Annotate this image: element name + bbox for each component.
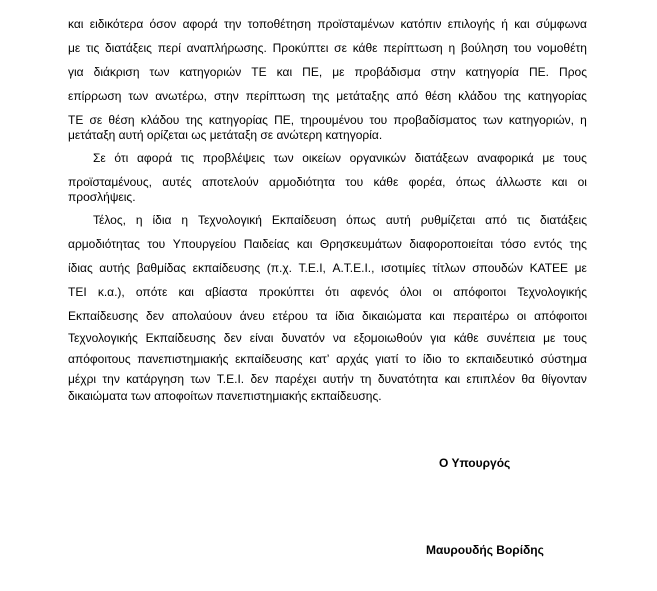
paragraph-line [68, 113, 587, 127]
word: Εκπαίδευσης [68, 309, 139, 323]
word: από [485, 213, 507, 227]
word: ανωτέρω, [155, 89, 207, 103]
word: διατάξεις [540, 213, 587, 227]
word: οι [516, 309, 527, 323]
word: συνέπεια [486, 331, 536, 345]
word: Σε [93, 151, 106, 165]
word: κατηγορία [465, 65, 519, 79]
word: διατάξεων [414, 151, 469, 165]
word: δεν [223, 331, 242, 345]
word: οι [577, 175, 587, 189]
word: Τ.Ε.Ι, [298, 261, 326, 275]
word: με [574, 261, 587, 275]
word: Υπουργείου [172, 237, 237, 251]
word: ΤΕΙ [68, 285, 87, 299]
word: θα [521, 372, 535, 386]
word: την [102, 372, 120, 386]
word: ίδια [152, 213, 172, 227]
word: κατηγορίας [208, 113, 268, 127]
word: Προκύπτει [272, 41, 329, 55]
word: αφενός [350, 285, 389, 299]
paragraph-line: μετάταξη αυτή ορίζεται ως μετάταξη σε ανώτερη κατηγορία. [68, 128, 383, 142]
paragraph-line: προσλήψεις. [68, 190, 136, 204]
paragraph-line [68, 237, 587, 251]
word: ΠΕ, [302, 65, 323, 79]
word: περί [157, 41, 181, 55]
word: Α.Τ.Ε.Ι., [332, 261, 375, 275]
word: Τεχνολογική [198, 213, 262, 227]
word: με [543, 331, 556, 345]
word: δικαιώματα [362, 309, 422, 323]
word: η [181, 213, 189, 227]
word: κατάργηση [126, 372, 185, 386]
word: ίδιο [422, 352, 442, 366]
word: κατηγοριών, [508, 113, 574, 127]
word: για [430, 331, 446, 345]
word: (π.χ. [266, 261, 292, 275]
word: αφορά [182, 17, 218, 31]
word: για [68, 65, 84, 79]
word: τις [86, 41, 100, 55]
word: του [147, 237, 166, 251]
paragraph-line [68, 261, 587, 275]
word: η [580, 113, 587, 127]
word: Εκπαίδευση [271, 213, 337, 227]
word: σύμφωνα [535, 17, 587, 31]
word: κλάδου [140, 113, 180, 127]
word: ή [501, 17, 508, 31]
word: της [312, 89, 330, 103]
word: μετάταξης [336, 89, 390, 103]
word: του [369, 113, 388, 127]
word: περίπτωση [245, 89, 306, 103]
word: παρέχει [274, 372, 317, 386]
word: και [178, 285, 194, 299]
word: με [542, 151, 555, 165]
word: η [448, 41, 456, 55]
word: και [514, 17, 530, 31]
word: του [513, 41, 532, 55]
word: κατ’ [309, 352, 330, 366]
word: επιπλέον [466, 372, 515, 386]
word: κάθε [373, 175, 399, 189]
word: δεν [146, 309, 165, 323]
paragraph-line [68, 285, 587, 299]
word: της [503, 89, 521, 103]
paragraph-line [68, 309, 587, 323]
word: οργανικών [349, 151, 406, 165]
word: να [332, 331, 346, 345]
word: Θρησκευμάτων [319, 237, 402, 251]
word: ΤΕ [251, 65, 267, 79]
word: Τέλος, [93, 213, 126, 227]
word: διατάξεις [105, 41, 152, 55]
word: ισοτιμίες [381, 261, 426, 275]
word: αρμοδιότητα [268, 175, 336, 189]
word: τηρουμένου [300, 113, 364, 127]
word: εξομοιωθούν [353, 331, 423, 345]
word: αυτής [99, 261, 130, 275]
word: των [482, 113, 503, 127]
word: βαθμίδας [136, 261, 187, 275]
word: θίγονταν [541, 372, 587, 386]
word: οπότε [135, 285, 168, 299]
signature-name: Μαυρουδής Βορίδης [426, 543, 544, 557]
word: στην [430, 65, 456, 79]
paragraph-line [68, 41, 587, 55]
word: προϊσταμένων [317, 17, 395, 31]
word: εκπαιδευτικό [466, 352, 534, 366]
word: όσον [149, 17, 177, 31]
word: απόφοιτοι [453, 285, 507, 299]
word: δυνατόν [281, 331, 325, 345]
word: ΠΕ. [528, 65, 549, 79]
word: ΠΕ, [274, 113, 295, 127]
word: των [149, 65, 170, 79]
word: τη [360, 372, 372, 386]
word: νομοθέτη [537, 41, 587, 55]
word: Εκπαίδευσης [145, 331, 216, 345]
word: σπουδών [472, 261, 524, 275]
word: ότι [114, 151, 129, 165]
word: και [296, 237, 313, 251]
word: κ.α.), [97, 285, 125, 299]
word: αρχάς [336, 352, 369, 366]
word: τα [315, 309, 328, 323]
word: επιλογής [447, 17, 495, 31]
word: τους [563, 331, 587, 345]
word: οικείων [302, 151, 341, 165]
word: δυνατότητα [377, 372, 439, 386]
paragraph-line [68, 17, 587, 31]
word: αυτή [385, 213, 411, 227]
word: θέση [108, 113, 135, 127]
word: επίρρωση [68, 89, 122, 103]
paragraph-line [68, 89, 587, 103]
word: απόφοιτους [68, 352, 131, 366]
word: της [569, 237, 587, 251]
word: και [68, 17, 84, 31]
word: εκπαίδευσης [192, 261, 261, 275]
word: όλοι [399, 285, 422, 299]
word: άλλωστε [495, 175, 542, 189]
word: τοποθέτηση [247, 17, 312, 31]
word: προϊσταμένους, [68, 175, 152, 189]
word: κατηγοριών [179, 65, 242, 79]
word: την [223, 17, 242, 31]
word: ίδια [335, 309, 355, 323]
paragraph-line [68, 331, 587, 345]
word: διάκριση [93, 65, 140, 79]
word: μέχρι [68, 372, 97, 386]
word: σε [334, 41, 347, 55]
word: προκύπτει [258, 285, 314, 299]
word: Τεχνολογικής [517, 285, 587, 299]
word: των [128, 89, 149, 103]
word: ίδιας [68, 261, 93, 275]
word: τίτλων [432, 261, 466, 275]
word: προβλέψεις [202, 151, 266, 165]
word: κατόπιν [400, 17, 442, 31]
word: αρμοδιότητας [68, 237, 140, 251]
word: απολαύουν [171, 309, 232, 323]
word: κλάδου [458, 89, 497, 103]
word: όπως [455, 175, 486, 189]
word: οι [432, 285, 443, 299]
word: από [396, 89, 419, 103]
word: αποτελούν [201, 175, 259, 189]
word: σύστημα [540, 352, 587, 366]
paragraph-line [93, 213, 587, 227]
word: βούληση [460, 41, 508, 55]
word: και [551, 175, 568, 189]
word: αναφορικά [477, 151, 534, 165]
word: το [404, 352, 417, 366]
word: είναι [249, 331, 274, 345]
word: αβίαστα [205, 285, 248, 299]
word: φορέα, [408, 175, 446, 189]
word: κατηγορίας [527, 89, 587, 103]
word: σε [89, 113, 103, 127]
word: γιατί [375, 352, 399, 366]
word: δεν [250, 372, 269, 386]
word: κάθε [352, 41, 378, 55]
word: ετέρου [272, 309, 308, 323]
word: ειδικότερα [89, 17, 144, 31]
paragraph-line: δικαιώματα των αποφοίτων πανεπιστημιακής εκπαίδευσης. [68, 389, 382, 403]
word: προβάδισμα [354, 65, 421, 79]
paragraph-line [68, 175, 587, 189]
word: το [448, 352, 460, 366]
word: με [68, 41, 81, 55]
word: άνευ [239, 309, 265, 323]
word: εντός [533, 237, 563, 251]
word: στην [213, 89, 239, 103]
word: ρυθμίζεται [420, 213, 476, 227]
word: Τ.Ε.Ι. [216, 372, 245, 386]
word: πανεπιστημιακής [137, 352, 229, 366]
word: τις [180, 151, 194, 165]
word: κάθε [453, 331, 479, 345]
word: ότι [325, 285, 340, 299]
word: τις [516, 213, 531, 227]
word: προβαδίσματος [393, 113, 477, 127]
word: Παιδείας [243, 237, 290, 251]
word: των [190, 372, 211, 386]
word: με [332, 65, 345, 79]
word: τους [563, 151, 587, 165]
word: διαφοροποιείται [409, 237, 494, 251]
word: του [345, 175, 364, 189]
word: της [185, 113, 203, 127]
word: και [276, 65, 293, 79]
word: και [429, 309, 445, 323]
word: των [273, 151, 294, 165]
word: αυτές [162, 175, 192, 189]
word: όπως [346, 213, 376, 227]
word: ΤΕ [68, 113, 84, 127]
paragraph-line [68, 372, 587, 386]
word: περαιτέρω [452, 309, 510, 323]
word: απόφοιτοι [534, 309, 587, 323]
paragraph-line [68, 352, 587, 366]
word: Προς [559, 65, 587, 79]
paragraph-line [93, 151, 587, 165]
word: ΚΑΤΕΕ [529, 261, 569, 275]
signature-title: Ο Υπουργός [439, 456, 511, 470]
word: περίπτωση [383, 41, 443, 55]
word: εκπαίδευσης [235, 352, 303, 366]
word: τόσο [500, 237, 527, 251]
word: Τεχνολογικής [68, 331, 138, 345]
word: θέση [425, 89, 452, 103]
word: αφορά [136, 151, 173, 165]
word: αναπλήρωσης. [186, 41, 267, 55]
word: η [135, 213, 143, 227]
paragraph-line [68, 65, 587, 79]
word: και [444, 372, 461, 386]
word: αυτήν [322, 372, 354, 386]
